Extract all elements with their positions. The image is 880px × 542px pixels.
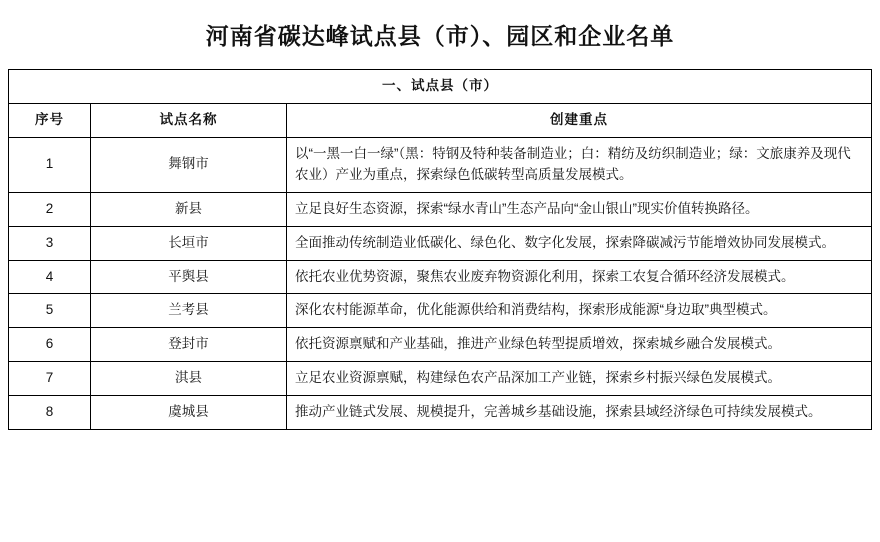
table-row	[9, 294, 872, 328]
row-no: 8	[9, 396, 91, 430]
table-row	[9, 328, 872, 362]
table-row	[9, 137, 872, 192]
row-no: 4	[9, 260, 91, 294]
row-focus: 依托农业优势资源，聚焦农业废弃物资源化利用，探索工农复合循环经济发展模式。	[287, 260, 872, 294]
row-focus: 深化农村能源革命，优化能源供给和消费结构，探索形成能源“身边取”典型模式。	[287, 294, 872, 328]
row-focus: 立足农业资源禀赋，构建绿色农产品深加工产业链，探索乡村振兴绿色发展模式。	[287, 362, 872, 396]
row-focus: 依托资源禀赋和产业基础，推进产业绿色转型提质增效，探索城乡融合发展模式。	[287, 328, 872, 362]
section-heading-cell: 一、试点县（市）	[9, 70, 872, 104]
table-row	[9, 396, 872, 430]
column-header-no: 序号	[9, 103, 91, 137]
row-no: 2	[9, 192, 91, 226]
row-name: 淇县	[91, 362, 287, 396]
table-header-row	[9, 103, 872, 137]
row-no: 5	[9, 294, 91, 328]
row-focus: 以“一黑一白一绿”（黑：特钢及特种装备制造业；白：精纺及纺织制造业；绿：文旅康养及现代农业）产业为重点，探索绿色低碳转型高质量发展模式。	[287, 137, 872, 192]
row-no: 1	[9, 137, 91, 192]
row-name: 平舆县	[91, 260, 287, 294]
table-row	[9, 260, 872, 294]
table-row	[9, 226, 872, 260]
row-focus: 立足良好生态资源，探索“绿水青山”生态产品向“金山银山”现实价值转换路径。	[287, 192, 872, 226]
row-focus: 推动产业链式发展、规模提升，完善城乡基础设施，探索县域经济绿色可持续发展模式。	[287, 396, 872, 430]
table-container	[0, 69, 880, 430]
row-no: 7	[9, 362, 91, 396]
row-name: 舞钢市	[91, 137, 287, 192]
column-header-focus: 创建重点	[287, 103, 872, 137]
row-name: 兰考县	[91, 294, 287, 328]
table-row	[9, 192, 872, 226]
row-no: 3	[9, 226, 91, 260]
row-name: 登封市	[91, 328, 287, 362]
page-title: 河南省碳达峰试点县（市）、园区和企业名单	[205, 24, 675, 49]
row-focus: 全面推动传统制造业低碳化、绿色化、数字化发展，探索降碳减污节能增效协同发展模式。	[287, 226, 872, 260]
table-section-heading-row	[9, 70, 872, 104]
row-no: 6	[9, 328, 91, 362]
row-name: 虞城县	[91, 396, 287, 430]
column-header-name: 试点名称	[91, 103, 287, 137]
row-name: 新县	[91, 192, 287, 226]
row-name: 长垣市	[91, 226, 287, 260]
table-row	[9, 362, 872, 396]
pilot-county-table	[8, 69, 872, 430]
